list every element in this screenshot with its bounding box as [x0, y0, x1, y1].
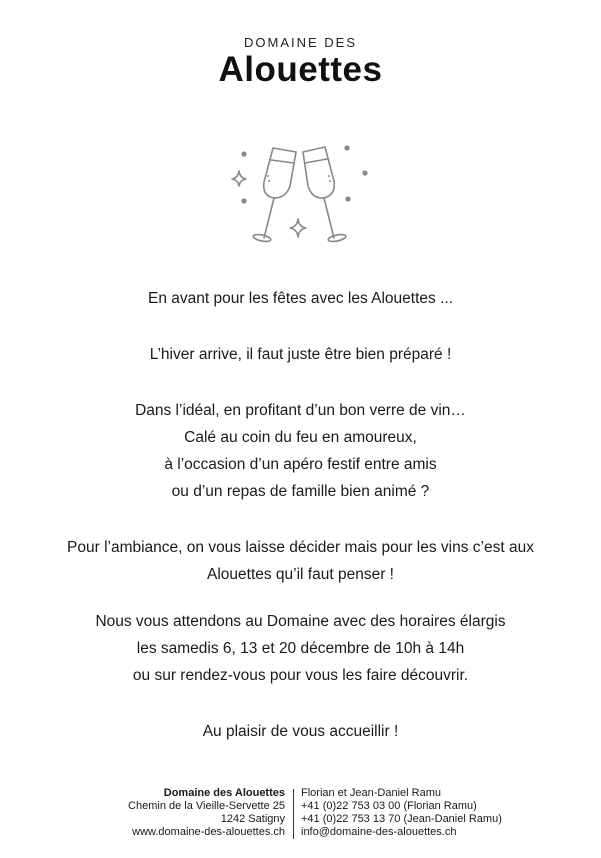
closing-line: Au plaisir de vous accueillir !: [202, 723, 399, 740]
footer-contact: [301, 787, 502, 839]
footer-company: Domaine des Alouettes: [163, 787, 285, 799]
paragraph-line: Pour l’ambiance, on vous laisse décider mais pour les vins c’est aux: [67, 539, 534, 556]
paragraph-line: Nous vous attendons au Domaine avec des horaires élargis: [95, 613, 506, 630]
logo-subtitle: DOMAINE DES: [243, 35, 357, 50]
logo-title: Alouettes: [218, 50, 383, 89]
letter-headline: En avant pour les fêtes avec les Alouettes ...: [147, 290, 453, 307]
footer-city: 1242 Satigny: [220, 813, 285, 825]
paragraph-line: Dans l’idéal, en profitant d’un bon verre de vin…: [135, 402, 466, 419]
paragraph-line: Calé au coin du feu en amoureux,: [184, 429, 417, 446]
footer-address: [128, 787, 285, 839]
footer-email-link[interactable]: info@domaine-des-alouettes.ch: [301, 826, 457, 838]
footer-phone-florian[interactable]: +41 (0)22 753 03 00 (Florian Ramu): [301, 800, 477, 812]
paragraph-line: à l’occasion d’un apéro festif entre amis: [164, 456, 437, 473]
footer-owners: Florian et Jean-Daniel Ramu: [301, 787, 442, 799]
footer-website-link[interactable]: www.domaine-des-alouettes.ch: [132, 826, 285, 838]
intro-line: L’hiver arrive, il faut juste être bien préparé !: [149, 346, 452, 363]
paragraph-line: Alouettes qu’il faut penser !: [207, 566, 394, 583]
letter-body: [0, 285, 601, 745]
paragraph-line: ou sur rendez-vous pour vous les faire découvrir.: [132, 667, 469, 684]
footer-phone-jean-daniel[interactable]: +41 (0)22 753 13 70 (Jean-Daniel Ramu): [301, 813, 502, 825]
paragraph-line: les samedis 6, 13 et 20 décembre de 10h à 14h: [136, 640, 465, 657]
footer-street: Chemin de la Vieille-Servette 25: [128, 800, 285, 812]
paragraph-line: ou d’un repas de famille bien animé ?: [171, 483, 430, 500]
footer-divider: [293, 789, 294, 839]
champagne-toast-icon: [226, 138, 376, 248]
